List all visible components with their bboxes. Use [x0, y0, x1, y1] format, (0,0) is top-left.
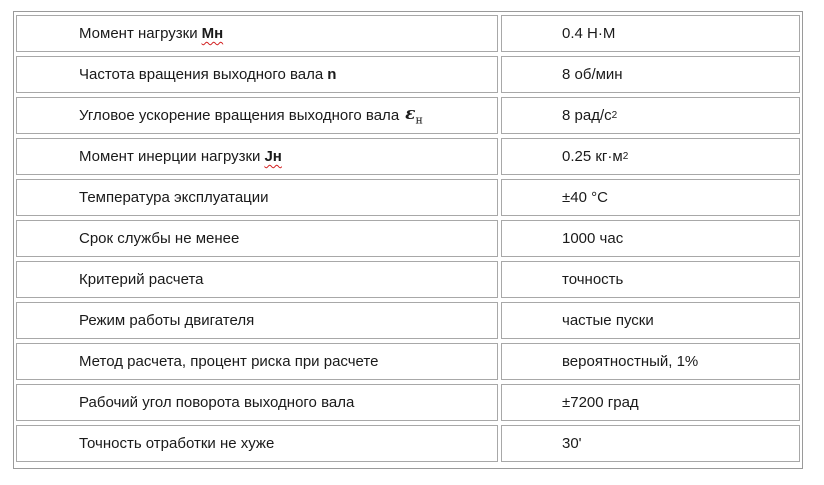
- row-value-text: 0.25 кг·м: [562, 148, 623, 165]
- table-row-label: [16, 179, 498, 216]
- row-label-text: Режим работы двигателя: [79, 312, 255, 329]
- row-label-text: Момент инерции нагрузки: [79, 148, 261, 165]
- parameters-table: [13, 11, 803, 469]
- table-row-value: [501, 56, 800, 93]
- row-label-text: Критерий расчета: [79, 271, 204, 288]
- table-row-value: 8 рад/с 2: [501, 97, 800, 134]
- row-label-text: Метод расчета, процент риска при расчете: [79, 353, 379, 370]
- table-row-value: 0.25 кг·м 2: [501, 138, 800, 175]
- row-value-text: 30': [562, 435, 582, 452]
- row-symbol: Jн: [264, 148, 282, 165]
- row-value-text: частые пуски: [562, 312, 654, 329]
- row-label-text: Рабочий угол поворота выходного вала: [79, 394, 355, 411]
- table-row-label: [16, 138, 498, 175]
- row-value-text: 0.4 Н·М: [562, 25, 616, 42]
- table-row-value: [501, 425, 800, 462]
- table-row-label: [16, 302, 498, 339]
- row-label-text: Температура эксплуатации: [79, 189, 269, 206]
- table-row-value: [501, 343, 800, 380]
- row-symbol-subscript: н: [415, 113, 423, 127]
- table-row-value: [501, 220, 800, 257]
- table-row-value: [501, 15, 800, 52]
- row-value-text: 8 рад/с: [562, 107, 612, 124]
- row-value-text: ±40 °С: [562, 189, 608, 206]
- row-value-text: ±7200 град: [562, 394, 639, 411]
- table-row-label: [16, 97, 498, 134]
- table-row-label: [16, 343, 498, 380]
- table-row-value: [501, 302, 800, 339]
- table-row-value: [501, 179, 800, 216]
- table-row-label: [16, 15, 498, 52]
- row-value-text: вероятностный, 1%: [562, 353, 699, 370]
- epsilon-symbol: [405, 104, 423, 126]
- table-row-label: [16, 56, 498, 93]
- table-row-label: [16, 384, 498, 421]
- row-symbol: n: [327, 66, 337, 83]
- row-value-text: точность: [562, 271, 624, 288]
- row-symbol: ε: [405, 104, 416, 125]
- row-value-text: 1000 час: [562, 230, 624, 247]
- row-label-text: Угловое ускорение вращения выходного вала: [79, 107, 400, 124]
- row-symbol: Мн: [201, 25, 224, 42]
- table-row-value: [501, 261, 800, 298]
- table-row-value: [501, 384, 800, 421]
- table-row-label: [16, 425, 498, 462]
- row-label-text: Точность отработки не хуже: [79, 435, 275, 452]
- row-label-text: Срок службы не менее: [79, 230, 240, 247]
- row-label-text: Частота вращения выходного вала: [79, 66, 324, 83]
- table-row-label: [16, 220, 498, 257]
- table-row-label: [16, 261, 498, 298]
- row-label-text: Момент нагрузки: [79, 25, 198, 42]
- row-value-text: 8 об/мин: [562, 66, 623, 83]
